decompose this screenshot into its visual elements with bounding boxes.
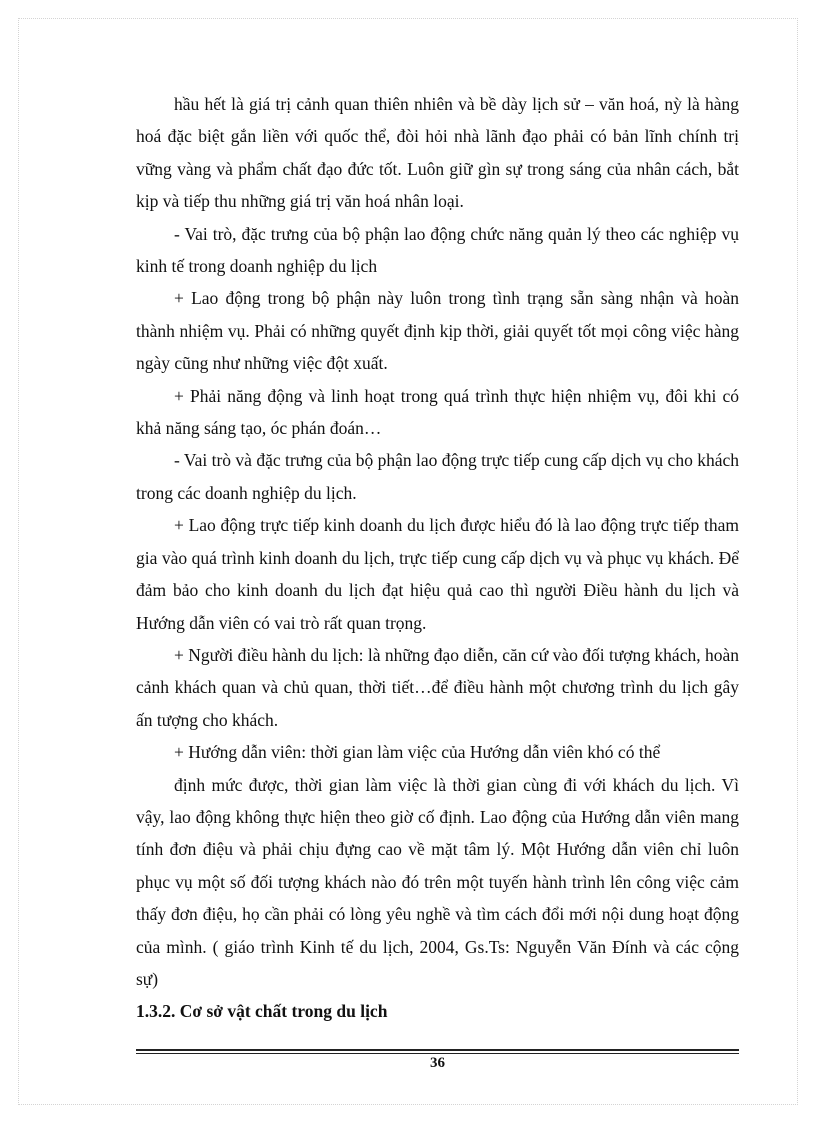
- footer-divider: [136, 1049, 739, 1054]
- paragraph-direct-service-role: - Vai trò và đặc trưng của bộ phận lao động trực tiếp cung cấp dịch vụ cho khách trong các doanh nghiệp du lịch.: [136, 450, 739, 503]
- paragraph-management-readiness: + Lao động trong bộ phận này luôn trong tình trạng sẵn sàng nhận và hoàn thành nhiệm vụ. Phải có những quyết định kịp thời, giải quyết tốt mọi công việc hàng ngày cũng như những việc đột xuất.: [136, 288, 739, 374]
- page-number: 36: [430, 1055, 445, 1071]
- section-heading: 1.3.2. Cơ sở vật chất trong du lịch: [136, 1001, 388, 1022]
- paragraph-direct-labour: + Lao động trực tiếp kinh doanh du lịch được hiểu đó là lao động trực tiếp tham gia vào quá trình kinh doanh du lịch, trực tiếp cung cấp dịch vụ và phục vụ khách. Để đảm bảo cho kinh doanh du lịch đạt hiệu quả cao thì người Điều hành du lịch và Hướng dẫn viên có vai trò rất quan trọng.: [136, 515, 739, 633]
- paragraph-tour-operator: + Người điều hành du lịch: là những đạo diễn, căn cứ vào đối tượng khách, hoàn cảnh khách quan và chủ quan, thời tiết…để điều hành một chương trình du lịch gây ấn tượng cho khách.: [136, 644, 739, 730]
- paragraph-management-dynamic: + Phải năng động và linh hoạt trong quá trình thực hiện nhiệm vụ, đôi khi có khả năng sáng tạo, óc phán đoán…: [136, 385, 739, 439]
- paragraph-intro: hầu hết là giá trị cảnh quan thiên nhiên và bề dày lịch sử – văn hoá, nỳ là hàng hoá đặc biệt gắn liền với quốc thể, đòi hỏi nhà lãnh đạo phải có bản lĩnh chính trị vững vàng và phẩm chất đạo đức tốt. Luôn giữ gìn sự trong sáng của nhân cách, bắt kịp và tiếp thu những giá trị văn hoá nhân loại.: [136, 94, 739, 212]
- paragraph-tour-guide-body: định mức được, thời gian làm việc là thời gian cùng đi với khách du lịch. Vì vậy, lao động không thực hiện theo giờ cố định. Lao động của Hướng dẫn viên mang tính đơn điệu và phải chịu đựng cao về mặt tâm lý. Một Hướng dẫn viên chỉ luôn phục vụ một số đối tượng khách nào đó trên một tuyến hành trình lên công việc cảm thấy đơn điệu, họ cần phải có lòng yêu nghề và tìm cách đổi mới nội dung hoạt động của mình. ( giáo trình Kinh tế du lịch, 2004, Gs.Ts: Nguyễn Văn Đính và các cộng sự): [136, 774, 739, 989]
- document-body: [136, 88, 739, 1028]
- paragraph-management-role: - Vai trò, đặc trưng của bộ phận lao động chức năng quản lý theo các nghiệp vụ kinh tế trong doanh nghiệp du lịch: [136, 223, 739, 277]
- paragraph-tour-guide-lead: + Hướng dẫn viên: thời gian làm việc của Hướng dẫn viên khó có thể: [174, 742, 661, 763]
